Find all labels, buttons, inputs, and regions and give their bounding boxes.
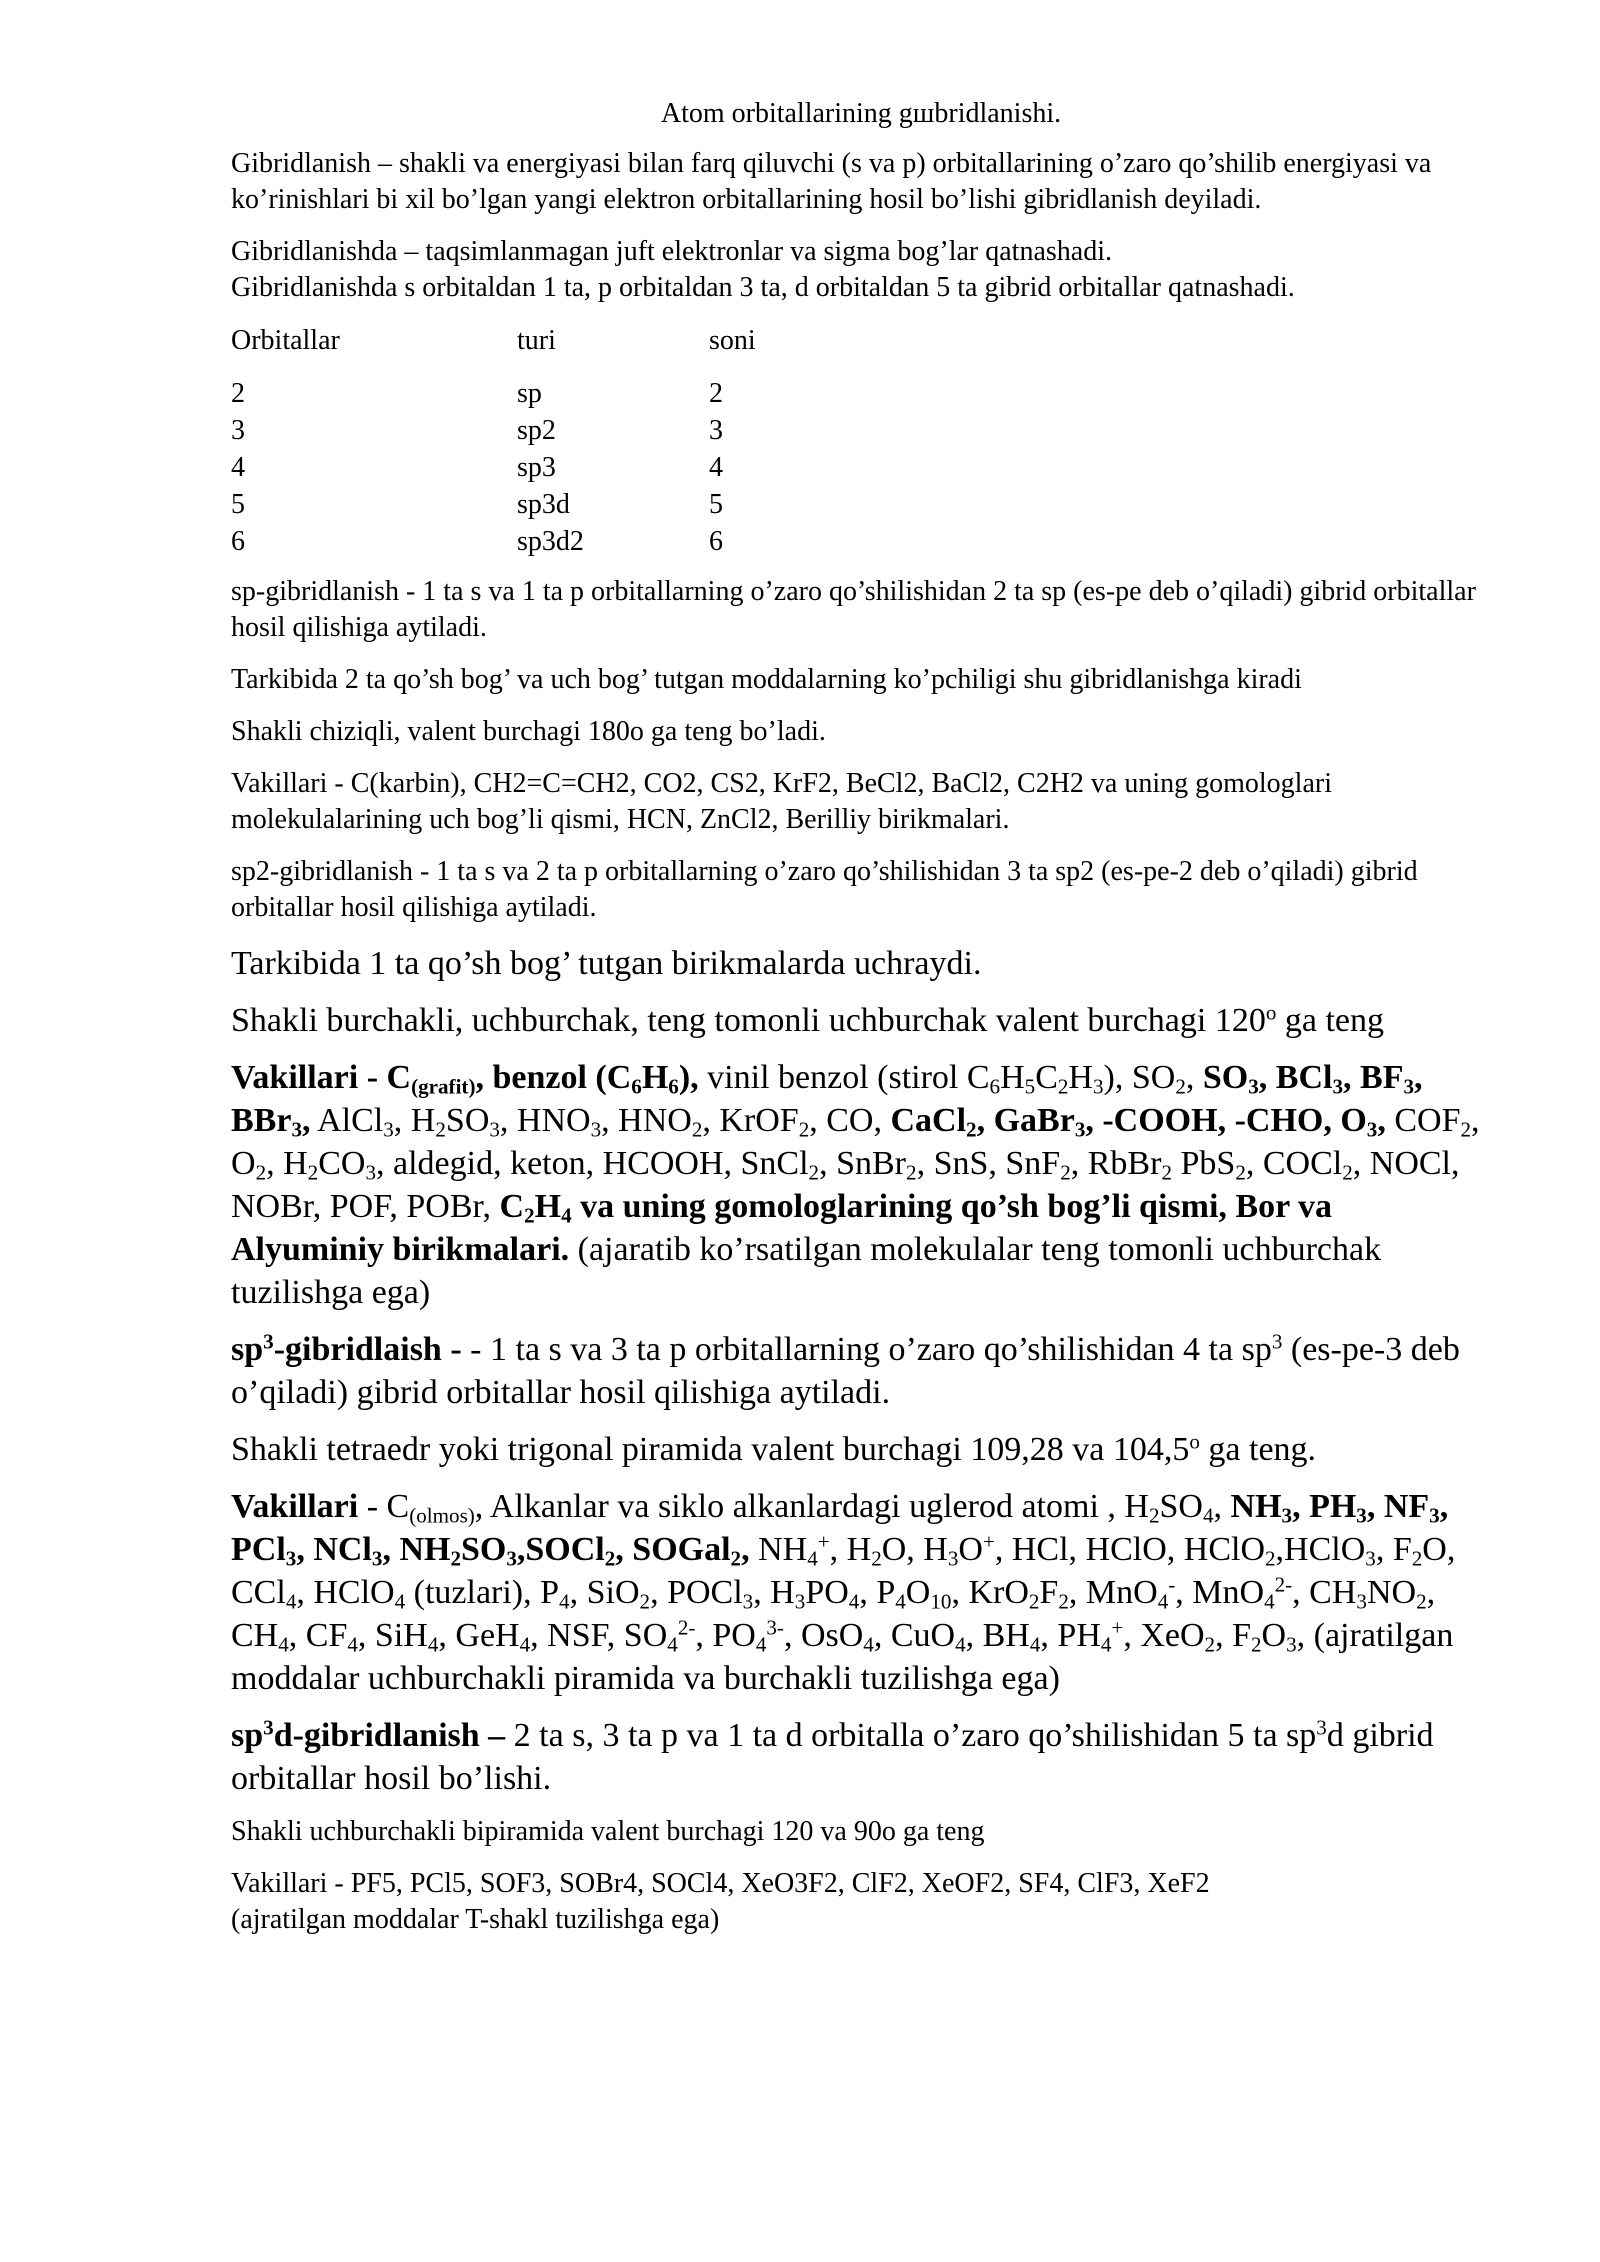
sp3d-heading-main: sp bbox=[231, 1717, 264, 1754]
sp3-heading-rest: -gibridlaish - bbox=[273, 1331, 462, 1368]
table-cell: sp3d2 bbox=[517, 526, 584, 557]
table-cell: 2 bbox=[231, 378, 245, 409]
table-cell: 6 bbox=[231, 526, 245, 557]
degree-mark: o bbox=[1265, 1000, 1277, 1025]
orbital-table bbox=[231, 322, 1491, 560]
sp-definition: sp-gibridlanish - 1 ta s va 1 ta p orbitallarning o’zaro qo’shilishidan 2 ta sp (es-pe deb o’qiladi) gibrid orbitallar hosil qilishiga aytiladi. bbox=[231, 576, 1476, 643]
sp3d-examples-line-1: Vakillari - PF5, PCl5, SOF3, SOBr4, SOCl4, XeO3F2, ClF2, XeOF2, SF4, ClF3, XeF2 bbox=[231, 1868, 1210, 1899]
table-cell: 4 bbox=[231, 452, 245, 483]
table-header-cell: soni bbox=[709, 325, 756, 356]
sp-examples: Vakillari - C(karbin), CH2=C=CH2, CO2, CS2, KrF2, BeCl2, BaCl2, C2H2 va uning gomologlari molekulalarining uch bog’li qismi, HCN, ZnCl2, Berilliy birikmalari. bbox=[231, 768, 1332, 835]
participation-paragraph bbox=[231, 234, 1491, 306]
sp3d-heading-rest: d-gibridlanish – bbox=[273, 1717, 506, 1754]
sp3d-heading bbox=[231, 1717, 505, 1754]
table-cell: 5 bbox=[231, 489, 245, 520]
table-row bbox=[231, 375, 1491, 412]
table-cell: 3 bbox=[709, 415, 723, 446]
table-cell: sp bbox=[517, 378, 542, 409]
sp3d-definition bbox=[231, 1714, 1491, 1800]
table-cell: 5 bbox=[709, 489, 723, 520]
sp3d-definition-sup: 3 bbox=[1316, 1715, 1327, 1740]
sp2-shape-tail: ga teng bbox=[1276, 1002, 1385, 1039]
table-header-cell: Orbitallar bbox=[231, 325, 340, 356]
sp3-definition bbox=[231, 1328, 1491, 1414]
sp3d-heading-sup: 3 bbox=[263, 1715, 274, 1740]
table-cell: 3 bbox=[231, 415, 245, 446]
sp3d-shape: Shakli uchburchakli bipiramida valent burchagi 120 va 90o ga teng bbox=[231, 1816, 985, 1847]
sp2-definition: sp2-gibridlanish - 1 ta s va 2 ta p orbitallarning o’zaro qo’shilishidan 3 ta sp2 (es-pe-2 deb o’qiladi) gibrid orbitallar hosil qilishiga aytiladi. bbox=[231, 856, 1418, 923]
participation-line-1: Gibridlanishda – taqsimlanmagan juft elektronlar va sigma bog’lar qatnashadi. bbox=[231, 236, 1112, 267]
sp3d-examples-line-2: (ajratilgan moddalar T-shakl tuzilishga ega) bbox=[231, 1904, 720, 1935]
page-title: Atom orbitallarining gшbridlanishi. bbox=[660, 98, 1062, 129]
sp3-definition-sup: 3 bbox=[1271, 1329, 1283, 1354]
table-cell: sp3d bbox=[517, 489, 570, 520]
degree-mark: o bbox=[1189, 1429, 1200, 1454]
table-cell: 6 bbox=[709, 526, 723, 557]
table-row bbox=[231, 449, 1491, 486]
sp-shape: Shakli chiziqli, valent burchagi 180o ga teng bo’ladi. bbox=[231, 716, 826, 747]
sp3d-definition-text: 2 ta s, 3 ta p va 1 ta d orbitalla o’zaro qo’shilishidan 5 ta sp bbox=[505, 1717, 1317, 1754]
document-page bbox=[231, 96, 1491, 1954]
sp2-shape bbox=[231, 999, 1491, 1042]
sp3-heading-main: sp bbox=[231, 1331, 264, 1368]
sp3d-examples bbox=[231, 1866, 1491, 1938]
sp3-heading bbox=[231, 1331, 462, 1368]
table-cell: sp3 bbox=[517, 452, 556, 483]
sp2-bonds: Tarkibida 1 ta qo’sh bog’ tutgan birikmalarda uchraydi. bbox=[231, 945, 982, 982]
table-cell: 4 bbox=[709, 452, 723, 483]
definition-paragraph: Gibridlanish – shakli va energiyasi bilan farq qiluvchi (s va p) orbitallarining o’zaro qo’shilib energiyasi va ko’rinishlari bi xil bo’lgan yangi elektron orbitallarining hosil bo’lishi gibridlanish deyiladi. bbox=[231, 148, 1432, 215]
sp2-shape-text: Shakli burchakli, uchburchak, teng tomonli uchburchak valent burchagi 120 bbox=[231, 1002, 1266, 1039]
table-row bbox=[231, 486, 1491, 523]
sp3-heading-sup: 3 bbox=[263, 1329, 274, 1354]
sp3-definition-text: - 1 ta s va 3 ta p orbitallarning o’zaro qo’shilishidan 4 ta sp bbox=[461, 1331, 1272, 1368]
participation-line-2: Gibridlanishda s orbitaldan 1 ta, p orbitaldan 3 ta, d orbitaldan 5 ta gibrid orbitallar qatnashadi. bbox=[231, 272, 1295, 303]
table-row bbox=[231, 523, 1491, 560]
sp3-examples: Vakillari - $C_{(olmos)}$, Alkanlar va siklo alkanlardagi uglerod atomi , $H_2SO_4$, $NH_3$, $PH_3$, $NF_3$, PCl$_3$, NCl$_3$, $NH_2SO_3,SOCl_2$, SOGal$_2$, $NH_4^+$, $H_2O$, $H_3O^+$, HCl, HClO, HClO$_2$,HClO$_3$, $F_2O$, CCl$_4$, HClO$_4$ (tuzlari), $P_4$, SiO$_2$, POCl$_3$, $H_3PO_4$, $P_4O_{10}$, $KrO_2F_2$, MnO$_4$-, MnO$_4^{2-}$, $CH_3NO_2$, $CH_4$, $CF_4$, SiH$_4$, GeH$_4$, NSF, $SO_4^{2-}$, $PO_4^{3-}$, OsO$_4$, CuO$_4$, $BH_4$, $PH_4^+$, XeO$_2$, $F_2O_3$, (ajratilgan moddalar uchburchakli piramida va burchakli tuzilishga ega) bbox=[231, 1488, 1456, 1697]
sp3-shape bbox=[231, 1428, 1491, 1471]
table-cell: 2 bbox=[709, 378, 723, 409]
sp3d-definition-tail: d gibrid orbitallar hosil bo’lishi. bbox=[231, 1717, 1434, 1797]
sp2-examples: Vakillari - $C_{(grafit)}$, benzol $(C_6H_6)$, vinil benzol (stirol $C_6H_5C_2H_3$), $SO_2$, $SO_3$, BCl$_3$, $BF_3$, BBr$_3$, AlCl$_3$, $H_2SO_3$, $HNO_3$, $HNO_2$, KrOF$_2$, CO, CaCl$_2$, GaBr$_3$, -COOH, -CHO, $O_3$, $COF_2$, $O_2$, $H_2CO_3$, aldegid, keton, HCOOH, SnCl$_2$, SnBr$_2$, SnS, SnF$_2$, RbBr$_2$ PbS$_2$, COCl$_2$, NOCl, NOBr, POF, POBr, $C_2H_4$ va uning gomologlarining qo’sh bog’li qismi, Bor va Alyuminiy birikmalari. (ajaratib ko’rsatilgan molekulalar teng tomonli uchburchak tuzilishga ega) bbox=[231, 1059, 1480, 1311]
sp-bonds: Tarkibida 2 ta qo’sh bog’ va uch bog’ tutgan moddalarning ko’pchiligi shu gibridlanishga kiradi bbox=[231, 664, 1302, 695]
table-row bbox=[231, 412, 1491, 449]
sp3-shape-tail: ga teng. bbox=[1199, 1431, 1317, 1468]
table-header-cell: turi bbox=[517, 325, 556, 356]
table-header-row bbox=[231, 322, 1491, 359]
sp3-shape-text: Shakli tetraedr yoki trigonal piramida valent burchagi 109,28 va 104,5 bbox=[231, 1431, 1190, 1468]
sp3-definition-tail: (es-pe-3 deb o’qiladi) gibrid orbitallar hosil qilishiga aytiladi. bbox=[231, 1331, 1460, 1411]
table-cell: sp2 bbox=[517, 415, 556, 446]
